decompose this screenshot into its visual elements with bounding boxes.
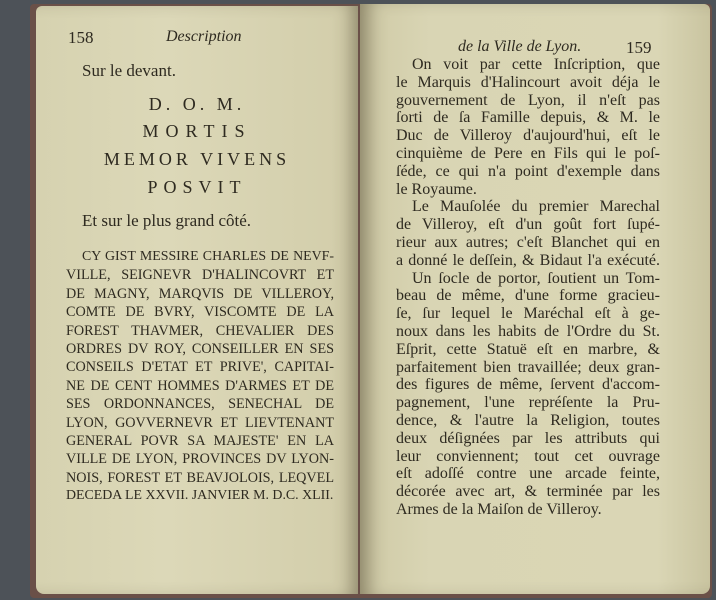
running-head: de la Ville de Lyon. <box>458 38 582 55</box>
intro-text: Sur le devant. <box>82 61 176 80</box>
text-line: eſt adoſſé contre une arcade feinte, <box>396 465 660 483</box>
right-page <box>360 4 710 594</box>
text-line: Eſprit, cette Statuë eſt en marbre, & <box>396 340 660 358</box>
epitaph-line: GENERAL POVR SA MAJESTE' EN LA <box>66 433 334 449</box>
text-line: Un ſocle de portor, ſoutient un Tom- <box>412 269 660 287</box>
epitaph-line: VILLE DE LYON, PROVINCES DV LYON- <box>66 451 334 468</box>
text-line: gouvernement de Lyon, il n'eſt pas <box>396 91 660 109</box>
epitaph-line: NOIS, FOREST ET BEAVJOLOIS, LEQVEL <box>66 469 334 486</box>
epitaph-line: FOREST THAVMER, CHEVALIER DES <box>66 322 334 339</box>
text-line: ſéde, ce qui n'a point d'exemple dans <box>396 162 660 180</box>
text-line: noux dans les habits de l'Ordre du St. <box>396 323 660 340</box>
epitaph-line: CONSEILS D'ETAT ET PRIVE', CAPITAI- <box>66 359 334 376</box>
text-line: On voit par cette Inſcription, que <box>412 56 660 73</box>
text-line: rieur aux autres; c'eſt Blanchet qui en <box>396 234 660 251</box>
text-line: des figures de même, ſervent d'accom- <box>396 376 660 394</box>
epitaph-line: SES ORDONNANCES, SENECHAL DE <box>66 396 334 413</box>
epitaph-line: DECEDA LE XXVII. JANVIER M. D.C. XLII. <box>66 488 334 504</box>
text-line: beau de même, d'une forme gracieu- <box>396 287 660 305</box>
text-line: a donné le deſſein, & Bidaut l'a exécuté. <box>396 251 660 269</box>
text-line: le Royaume. <box>396 180 477 198</box>
text-line: dence, & l'autre la Religion, toutes <box>396 412 660 429</box>
text-line: le Marquis d'Halincourt avoit déja le <box>396 73 660 91</box>
inscription-line: MORTIS <box>142 121 252 141</box>
running-head: Description <box>166 28 242 45</box>
text-line: de Villeroy, eſt d'un goût fort ſupé- <box>396 216 660 234</box>
text-line: cinquième de Pere en Fils qui le poſ- <box>396 145 660 162</box>
text-line: deux déſignées par les attributs qui <box>396 429 660 447</box>
text-line: ſorti de ſa Famille depuis, & M. le <box>396 109 660 127</box>
text-line: Duc de Villeroy d'aujourd'hui, eſt le <box>396 127 660 145</box>
epitaph-line: LYON, GOVVERNEVR ET LIEVTENANT <box>66 414 334 431</box>
epitaph-line: NE DE CENT HOMMES D'ARMES ET DE <box>66 377 334 394</box>
text-line: décorée avec art, & terminée par les <box>396 483 660 501</box>
text-line: leur conviennent; tout cet ouvrage <box>396 447 660 465</box>
epitaph-line: DE MAGNY, MARQVIS DE VILLEROY, <box>66 285 334 302</box>
page-number: 158 <box>68 28 94 47</box>
epitaph-line: VILLE, SEIGNEVR D'HALINCOVRT ET <box>66 267 334 284</box>
inscription-line: POSVIT <box>147 177 247 197</box>
epitaph-line: COMTE DE BVRY, VISCOMTE DE LA <box>66 304 334 321</box>
text-line: ſe, ſur lequel le Maréchal eſt à ge- <box>396 305 660 323</box>
epitaph-line: ORDRES DV ROY, CONSEILLER EN SES <box>66 341 334 357</box>
inscription-line: D. O. M. <box>148 94 246 114</box>
side-heading: Et sur le plus grand côté. <box>82 211 252 230</box>
text-line: Le Mauſolée du premier Marechal <box>412 198 660 216</box>
left-page <box>36 6 358 594</box>
text-line: pagnement, l'une repréſente la Pru- <box>396 394 660 412</box>
inscription-line: MEMOR VIVENS <box>103 149 291 169</box>
text-line: Armes de la Maiſon de Villeroy. <box>396 501 602 518</box>
text-line: parfaitement bien travaillée; deux gran- <box>396 358 660 376</box>
page-number: 159 <box>626 38 652 57</box>
epitaph-line: CY GIST MESSIRE CHARLES DE NEVF- <box>82 249 334 264</box>
